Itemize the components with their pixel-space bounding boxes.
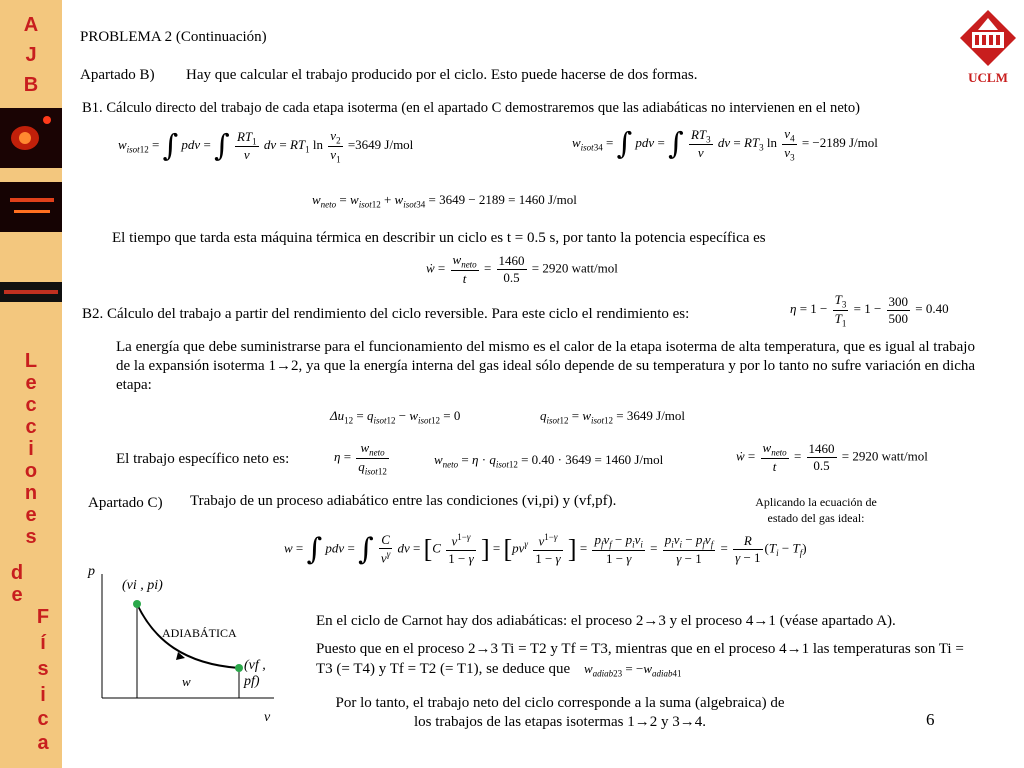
- sidebar-photo: [0, 108, 62, 168]
- wneto2-equation: $w_{neto} = \eta \cdot q_{isot12} = 0.40 \cdot 3649 = 1460$ J/mol: [434, 452, 664, 470]
- uclm-logo: [958, 8, 1018, 88]
- sidebar-letter: n: [24, 482, 38, 504]
- since-text: [316, 640, 976, 684]
- since-text-body: Puesto que en el proceso 2→3 Ti = T2 y Tf = T3, mientras que en el proceso 4→1 las temperaturas son Ti = T3 (= T4) y Tf = T2 (= T1), se deduce que: [316, 641, 964, 677]
- y-axis-label: p: [88, 564, 95, 579]
- conclusion-text: Por lo tanto, el trabajo neto del ciclo corresponde a la suma (algebraica) de los trabajos de las etapas isotermas 1→2 y 3→4.: [335, 695, 785, 730]
- power2-num: 1460: [808, 440, 835, 456]
- sidebar-letter: o: [24, 460, 38, 482]
- sidebar-letter: L: [24, 350, 38, 372]
- eta-num: 300: [888, 293, 909, 309]
- start-point-label: (vi , pi): [122, 578, 163, 593]
- uclm-shield-icon: [958, 8, 1018, 70]
- eta-den: 500: [888, 310, 909, 326]
- curve-label: ADIABÁTICA: [162, 626, 237, 640]
- wneto2-result: = 0.40 · 3649 = 1460 J/mol: [521, 452, 664, 467]
- eta-result: = 0.40: [915, 301, 949, 317]
- du-result: = 0: [443, 408, 461, 423]
- sidebar-photo: [0, 282, 62, 302]
- x-axis-label: v: [264, 710, 271, 725]
- sidebar-letter: d: [10, 562, 24, 584]
- sidebar-letter: í: [40, 632, 46, 654]
- neto-label: El trabajo específico neto es:: [116, 451, 290, 467]
- page-number: 6: [926, 710, 935, 729]
- sidebar-letter: F: [36, 606, 50, 628]
- sidebar-letter: e: [25, 372, 37, 394]
- area-label: w: [182, 674, 191, 689]
- du-equation: $\Delta u_{12} = q_{isot12} - w_{isot12} = 0$: [330, 408, 461, 426]
- power-result: = 2920 watt/mol: [531, 260, 618, 276]
- sidebar-letter: c: [37, 708, 49, 730]
- sidebar-letter: e: [25, 504, 37, 526]
- adiabatic-curve-diagram: [84, 560, 284, 730]
- power2-equation: ẇ = $\frac{w_{neto}}{t}$ = $\frac{1460}{0.5}$ = 2920 watt/mol: [736, 440, 928, 474]
- w34-equation: $w_{isot34}$ = ∫ pdv = ∫ $\frac{RT_3}{v}$ dv = $RT_3$ ln $\frac{v_4}{v_3}$ = −2189 J/mol: [572, 126, 878, 163]
- w34-result: = −2189 J/mol: [801, 135, 878, 151]
- apartado-c-label: Apartado C): [88, 495, 163, 511]
- sidebar-letter: c: [25, 394, 37, 416]
- b2-text: B2. Cálculo del trabajo a partir del rendimiento del ciclo reversible. Para este ciclo el rendimiento es:: [82, 306, 690, 322]
- power-equation: ẇ = $\frac{w_{neto}}{t}$ = $\frac{1460}{0.5}$ = 2920 watt/mol: [426, 252, 618, 286]
- wneto-equation: $w_{neto} = w_{isot12} + w_{isot34} = 3649 - 2189 = 1460$ J/mol: [312, 192, 577, 210]
- sidebar-letter: s: [25, 526, 37, 548]
- eta-wq-equation: η = $\frac{w_{neto}}{q_{isot12}}$: [334, 440, 387, 477]
- sidebar-photo: [0, 182, 62, 232]
- carnot-text: En el ciclo de Carnot hay dos adiabáticas: el proceso 2→3 y el proceso 4→1 (véase apartado A).: [316, 613, 896, 629]
- eta-equation: η = 1 − $\frac{T_3}{T_1}$ = 1 − $\frac{300}{500}$ = 0.40: [790, 292, 949, 329]
- pv-diagram: [84, 560, 284, 730]
- apartado-c-text: Trabajo de un proceso adiabático entre las condiciones (vi,pi) y (vf,pf).: [190, 493, 617, 509]
- sidebar-letter: i: [40, 684, 46, 706]
- time-text: El tiempo que tarda esta máquina térmica en describir un ciclo es t = 0.5 s, por tanto la potencia específica es: [112, 230, 766, 246]
- apartado-b-label: Apartado B): [80, 67, 155, 83]
- page-title: PROBLEMA 2 (Continuación): [80, 29, 267, 45]
- sidebar: [0, 0, 62, 768]
- w12-equation: $w_{isot12}$ = ∫ pdv = ∫ $\frac{RT_1}{v}$ dv = $RT_1$ ln $\frac{v_2}{v_1}$ =3649 J/mol: [118, 128, 414, 165]
- flame-icon: [0, 108, 62, 168]
- apartado-c-note: Aplicando la ecuación de estado del gas ideal:: [755, 495, 877, 525]
- w12-result: =3649 J/mol: [347, 137, 414, 153]
- sidebar-letter: a: [37, 732, 49, 754]
- power-num: 1460: [498, 252, 525, 268]
- energy-text: La energía que debe suministrarse para el funcionamiento del mismo es el calor de la etapa isoterma de alta temperatura, que es igual al trabajo de la expansión isoterma 1→2, ya que la energía interna del gas ideal sólo depende de su temperatura y por lo tanto no sufre variación en dicha etapa:: [116, 339, 976, 393]
- sidebar-letter: i: [28, 438, 34, 460]
- sidebar-letter: B: [23, 74, 39, 96]
- power-den: 0.5: [503, 269, 520, 285]
- q-result: = 3649 J/mol: [616, 408, 686, 423]
- adiabatic-work-equation: w = ∫ pdv = ∫ $\frac{C}{v^\gamma}$ dv = [C $\frac{v^{1-\gamma}}{1 - \gamma}$ ] = [$pv^\gamma$ $\frac{v^{1-\gamma}}{1 - \gamma}$ ] = $\frac{p_fv_f - p_iv_i}{1 - \gamma}$ = $\frac{p_iv_i - p_fv_f}{\gamma - 1}$ = $\frac{R}{\gamma - 1}$ $(T_i - T_f)$: [284, 532, 807, 567]
- b1-text: B1. Cálculo directo del trabajo de cada etapa isoterma (en el apartado C demostraremos que las adiabáticas no intervienen en el neto): [82, 100, 861, 116]
- spectrum-icon: [0, 182, 62, 232]
- power2-result: = 2920 watt/mol: [841, 448, 928, 464]
- end-point-label: (vf , pf): [244, 658, 266, 689]
- power2-den: 0.5: [813, 457, 830, 473]
- adiab-equation: $w_{adiab23} = -w_{adiab41}$: [583, 661, 682, 679]
- sidebar-letter: s: [37, 658, 49, 680]
- sidebar-letter: c: [25, 416, 37, 438]
- apartado-b-text: Hay que calcular el trabajo producido por el ciclo. Esto puede hacerse de dos formas.: [186, 67, 698, 83]
- sidebar-letter: J: [25, 44, 37, 66]
- q-equation: $q_{isot12} = w_{isot12} = 3649$ J/mol: [540, 408, 686, 426]
- logo-text: UCLM: [968, 70, 1008, 85]
- sidebar-letter: e: [11, 584, 23, 606]
- laser-icon: [0, 282, 62, 302]
- wneto-result: = 3649 − 2189 = 1460 J/mol: [428, 192, 577, 207]
- sidebar-letter: A: [23, 14, 39, 36]
